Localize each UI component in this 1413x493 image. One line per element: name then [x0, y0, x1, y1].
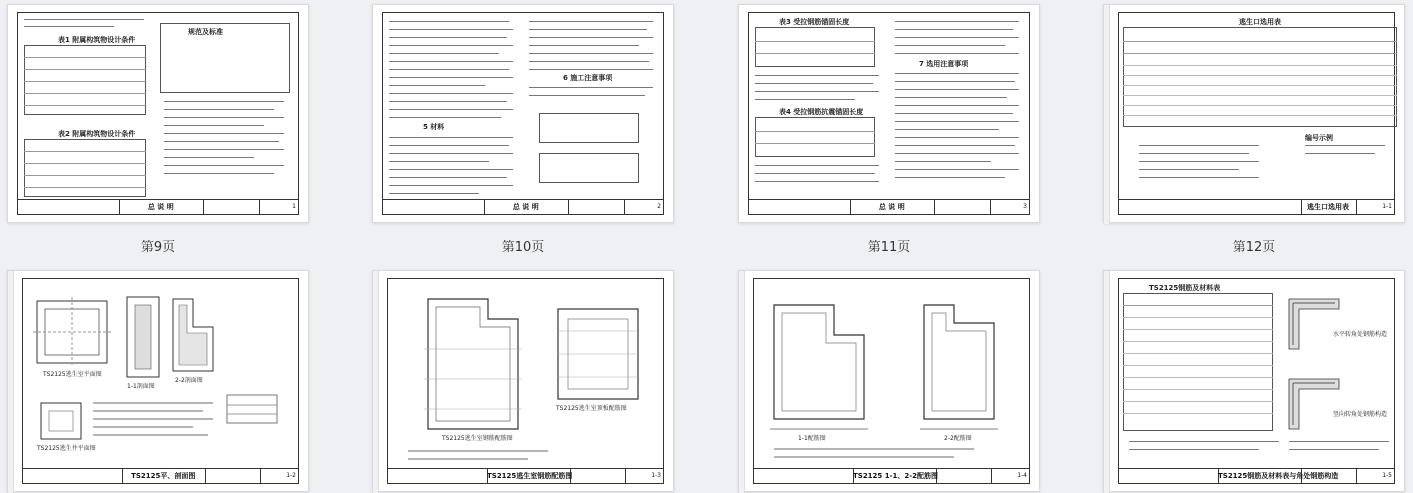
page-thumbnail-11[interactable] — [738, 4, 1040, 223]
title-block — [388, 468, 663, 483]
page-thumbnail-16[interactable] — [1103, 270, 1405, 492]
page-thumbnail-14[interactable] — [372, 270, 674, 492]
page-thumbnail-10[interactable] — [372, 4, 674, 223]
drawing-caption: 2-2剖面图 — [175, 377, 203, 384]
table-title: TS2125钢筋及材料表 — [1149, 284, 1221, 292]
table-title: 表4 受拉钢筋抗震锚固长度 — [779, 108, 864, 116]
drawing-sheet — [1118, 12, 1395, 215]
page-thumbnail-15[interactable] — [738, 270, 1040, 492]
drawing-caption: 1-1配筋图 — [798, 435, 826, 442]
sheet-title: 总 说 明 — [512, 203, 539, 211]
title-block — [754, 468, 1029, 483]
page-label: 第12页 — [1232, 240, 1276, 255]
table-title: 规范及标准 — [188, 28, 223, 36]
table-title: 表2 附属构筑物设计条件 — [58, 130, 136, 138]
section-reinforcement-drawing — [754, 279, 1034, 469]
table-title: 表3 受拉钢筋锚固长度 — [779, 18, 850, 26]
sheet-number: 1-1 — [1382, 203, 1392, 210]
drawing-sheet — [17, 12, 299, 215]
drawing-sheet — [387, 278, 664, 484]
drawing-sheet — [382, 12, 664, 215]
sheet-number: 1-4 — [1017, 472, 1027, 479]
title-block — [23, 468, 298, 483]
sheet-number: 1-3 — [651, 472, 661, 479]
page-label: 第11页 — [867, 240, 911, 255]
sheet-title: 总 说 明 — [147, 203, 174, 211]
title-block — [749, 199, 1029, 214]
title-block — [1119, 468, 1394, 483]
binding-strip — [373, 271, 379, 493]
reinforcement-drawing — [388, 279, 668, 469]
table-title: 表1 附属构筑物设计条件 — [58, 36, 136, 44]
drawing-caption: 水平转角处钢筋构造 — [1333, 331, 1388, 338]
binding-strip — [1104, 5, 1110, 224]
page-thumbnail-9[interactable] — [7, 4, 309, 223]
sheet-number: 1-5 — [1382, 472, 1392, 479]
drawing-caption: 竖向转角处钢筋构造 — [1333, 411, 1388, 418]
binding-strip — [1104, 271, 1110, 493]
sheet-number: 3 — [1023, 203, 1027, 210]
title-block — [1119, 199, 1394, 214]
sheet-number: 1-2 — [286, 472, 296, 479]
binding-strip — [739, 271, 745, 493]
note-heading: 编号示例 — [1305, 134, 1333, 142]
title-block — [383, 199, 663, 214]
drawing-caption: TS2125逃生室平面图 — [43, 371, 102, 378]
sheet-title: TS2125钢筋及材料表与角处钢筋构造 — [1218, 472, 1339, 480]
title-block — [18, 199, 298, 214]
drawing-sheet — [753, 278, 1030, 484]
drawing-sheet — [22, 278, 299, 484]
drawing-caption: TS2125逃生室顶板配筋图 — [556, 405, 627, 412]
sheet-number: 1 — [292, 203, 296, 210]
section-heading: 6 施工注意事项 — [563, 74, 613, 82]
binding-strip — [8, 271, 14, 493]
drawing-caption: TS2125逃生井平面图 — [37, 445, 96, 452]
page-thumbnail-12[interactable] — [1103, 4, 1405, 223]
sheet-number: 2 — [657, 203, 661, 210]
drawing-caption: 2-2配筋图 — [944, 435, 972, 442]
section-heading: 5 材料 — [423, 123, 445, 131]
sheet-title: TS2125逃生室钢筋配筋图 — [487, 472, 573, 480]
page-label: 第10页 — [501, 240, 545, 255]
page-thumbnail-13[interactable] — [7, 270, 309, 492]
table-title: 逃生口选用表 — [1239, 18, 1281, 26]
sheet-title: TS2125 1-1、2-2配筋图 — [853, 472, 939, 480]
section-heading: 7 选用注意事项 — [919, 60, 969, 68]
sheet-title: 逃生口选用表 — [1307, 203, 1349, 211]
drawing-caption: TS2125逃生室钢筋配筋图 — [442, 435, 513, 442]
page-label: 第9页 — [140, 240, 176, 255]
drawing-caption: 1-1剖面图 — [127, 383, 155, 390]
drawing-sheet — [1118, 278, 1395, 484]
sheet-title: TS2125平、剖面图 — [131, 472, 196, 480]
drawing-sheet — [748, 12, 1030, 215]
sheet-title: 总 说 明 — [878, 203, 905, 211]
